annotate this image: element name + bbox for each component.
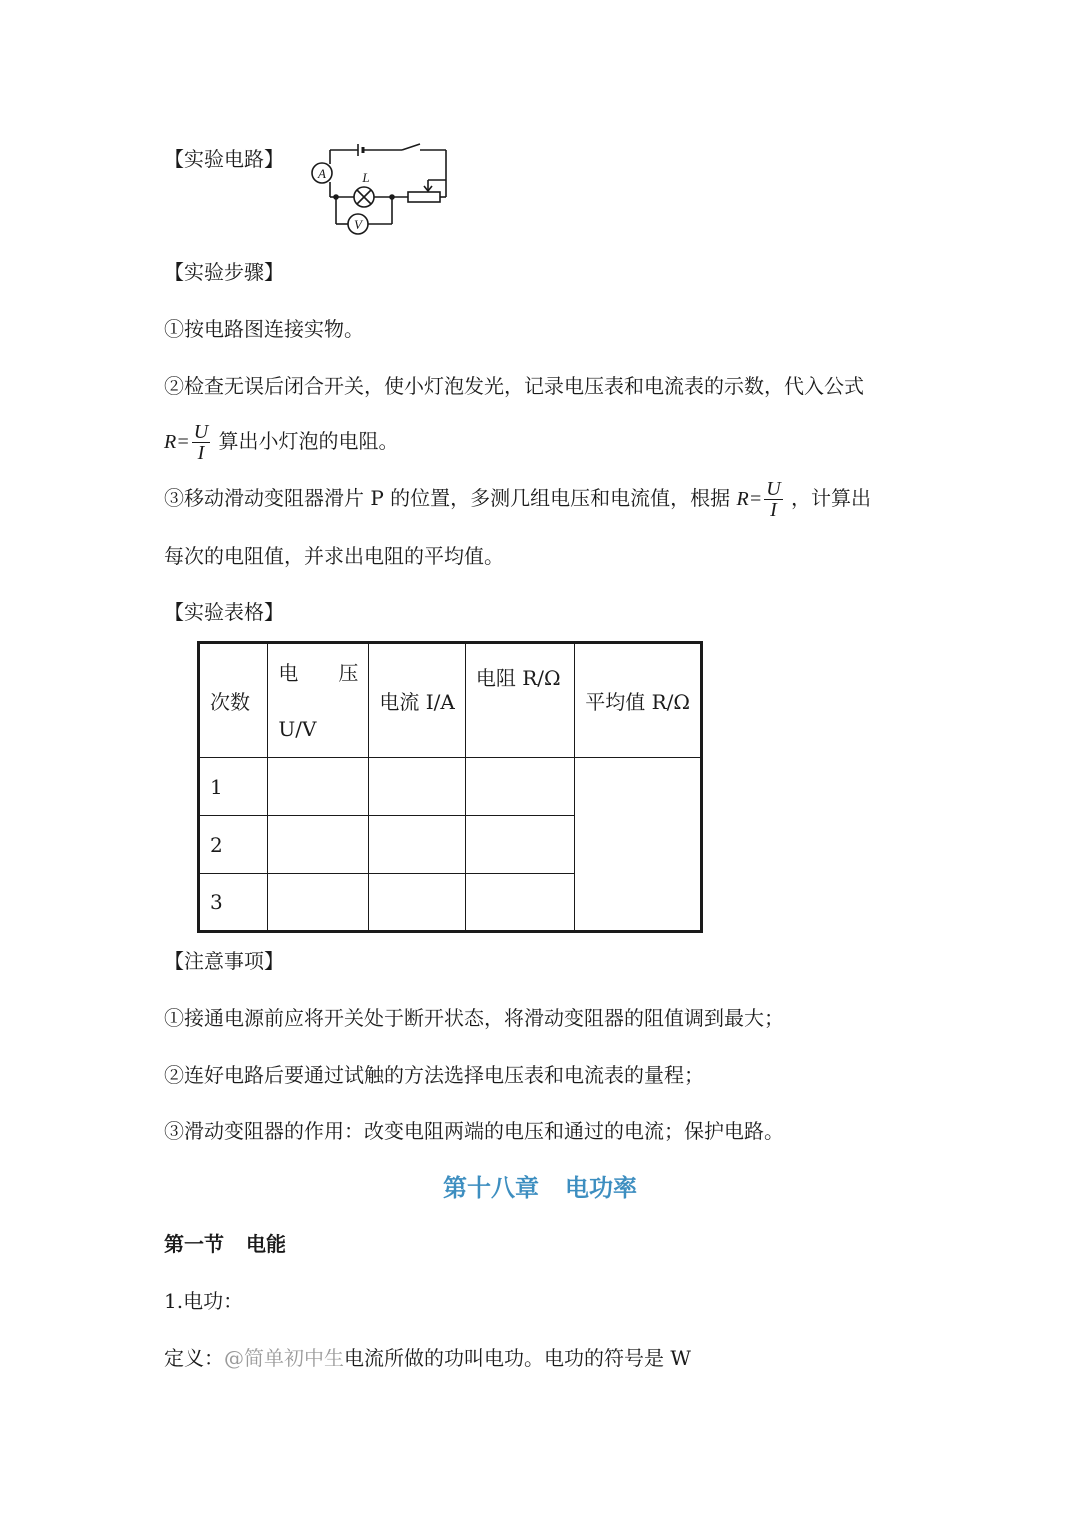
step-2-line-1: ②检查无误后闭合开关，使小灯泡发光，记录电压表和电流表的示数，代入公式 xyxy=(164,374,864,398)
section-title xyxy=(164,1230,286,1258)
step-2-line-2: R= $\frac{U}{I}$ 算出小灯泡的电阻。 xyxy=(164,421,399,464)
work-definition: 定义：@简单初中生电流所做的功叫电功。电功的符号是 W xyxy=(164,1346,691,1370)
ammeter-label: A xyxy=(318,166,326,181)
rheostat-symbol xyxy=(408,192,440,202)
formula-fraction: $\frac{U}{I}$ xyxy=(766,478,781,521)
section-name: 电能 xyxy=(246,1232,286,1256)
section-number: 第一节 xyxy=(164,1232,224,1256)
row-number: 2 xyxy=(199,816,268,874)
row-number: 3 xyxy=(199,874,268,932)
note-3: ③滑动变阻器的作用：改变电阻两端的电压和通过的电流；保护电路。 xyxy=(164,1119,784,1143)
formula-lhs: R= xyxy=(736,488,763,510)
table-header-row xyxy=(199,643,702,758)
experiment-table xyxy=(197,641,703,933)
note-2: ②连好电路后要通过试触的方法选择电压表和电流表的量程； xyxy=(164,1063,704,1087)
watermark-text: @简单初中生 xyxy=(224,1346,344,1370)
header-count: 次数 xyxy=(199,643,268,758)
header-current: 电流 I/A xyxy=(369,643,465,758)
cell-current xyxy=(369,816,465,874)
cell-resistance xyxy=(465,874,574,932)
cell-average xyxy=(575,758,702,932)
cell-resistance xyxy=(465,758,574,816)
cell-voltage xyxy=(268,758,369,816)
header-voltage: 电 压 U/V xyxy=(268,643,369,758)
header-resistance: 电阻 R/Ω xyxy=(465,643,574,758)
note-1: ①接通电源前应将开关处于断开状态，将滑动变阻器的阻值调到最大； xyxy=(164,1006,784,1030)
formula-fraction: $\frac{U}{I}$ xyxy=(193,421,209,464)
circuit-diagram xyxy=(304,140,454,235)
work-label: 1.电功： xyxy=(164,1289,244,1313)
steps-heading: 【实验步骤】 xyxy=(164,260,284,284)
cell-resistance xyxy=(465,816,574,874)
circuit-heading: 【实验电路】 xyxy=(164,147,284,171)
lamp-label: L xyxy=(362,170,370,185)
step-3-line-1: ③移动滑动变阻器滑片 P 的位置，多测几组电压和电流值，根据 R= $\frac{U}{I}$ ，计算出 xyxy=(164,478,872,521)
step-3-line-2: 每次的电阻值，并求出电阻的平均值。 xyxy=(164,544,504,568)
chapter-title xyxy=(0,1172,1080,1204)
cell-current xyxy=(369,874,465,932)
cell-voltage xyxy=(268,874,369,932)
voltmeter-label: V xyxy=(354,217,362,232)
chapter-name: 电功率 xyxy=(565,1174,637,1202)
header-average: 平均值 R/Ω xyxy=(575,643,702,758)
cell-current xyxy=(369,758,465,816)
chapter-number: 第十八章 xyxy=(443,1174,539,1202)
switch-blade xyxy=(402,144,420,150)
table-row xyxy=(199,758,702,816)
cell-voltage xyxy=(268,816,369,874)
step-1: ①按电路图连接实物。 xyxy=(164,317,364,341)
notes-heading: 【注意事项】 xyxy=(164,949,284,973)
table-heading: 【实验表格】 xyxy=(164,600,284,624)
formula-lhs: R= xyxy=(164,431,190,453)
row-number: 1 xyxy=(199,758,268,816)
